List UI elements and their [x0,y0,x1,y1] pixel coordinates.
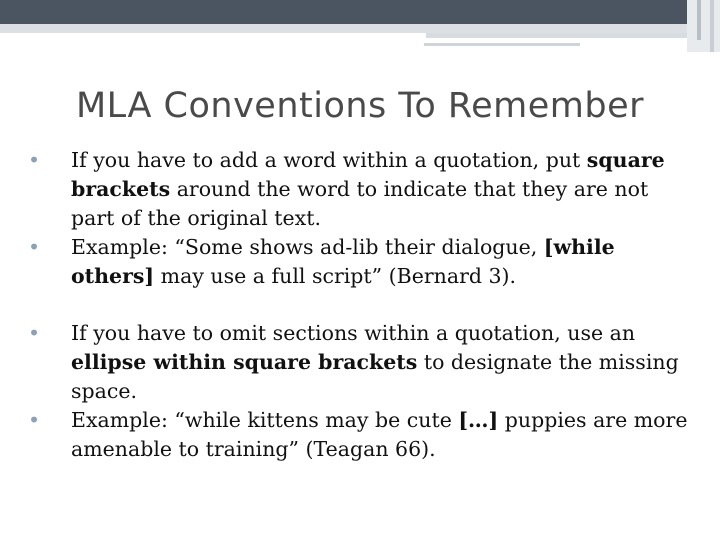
bullet-marker: • [28,148,41,172]
bullet-text: If you have to add a word within a quotation, put [71,148,587,172]
corner-decoration-line [697,0,701,40]
slide-title: MLA Conventions To Remember [75,86,645,126]
bullet-list [26,146,696,464]
bullet-emphasis: […] [458,408,499,432]
bullet-text: around the word to indicate that they are not part of the original text. [71,177,649,230]
bullet-text: may use a full script” (Bernard 3). [154,264,517,288]
bullet-item [26,233,696,291]
accent-line [424,43,580,46]
corner-decoration [687,0,720,52]
bullet-text: If you have to omit sections within a quotation, use an [71,321,636,345]
bullet-item [26,406,696,464]
spacer [26,291,696,319]
bullet-text: Example: “while kittens may be cute [71,408,459,432]
bullet-text: puppies are more amenable to training” (Teagan 66). [71,408,688,461]
top-decorative-strip [0,24,720,33]
bullet-emphasis: square brackets [71,148,665,201]
bullet-emphasis: [while others] [71,235,615,288]
corner-decoration-line [710,0,714,52]
bullet-marker: • [28,408,41,432]
top-decorative-bar [0,0,720,24]
bullet-text: to designate the missing space. [71,350,679,403]
accent-line [426,33,696,38]
bullet-marker: • [28,321,41,345]
bullet-item [26,146,696,233]
bullet-marker: • [28,235,41,259]
bullet-emphasis: ellipse within square brackets [71,350,418,374]
bullet-text: Example: “Some shows ad-lib their dialogue, [71,235,544,259]
bullet-item [26,319,696,406]
